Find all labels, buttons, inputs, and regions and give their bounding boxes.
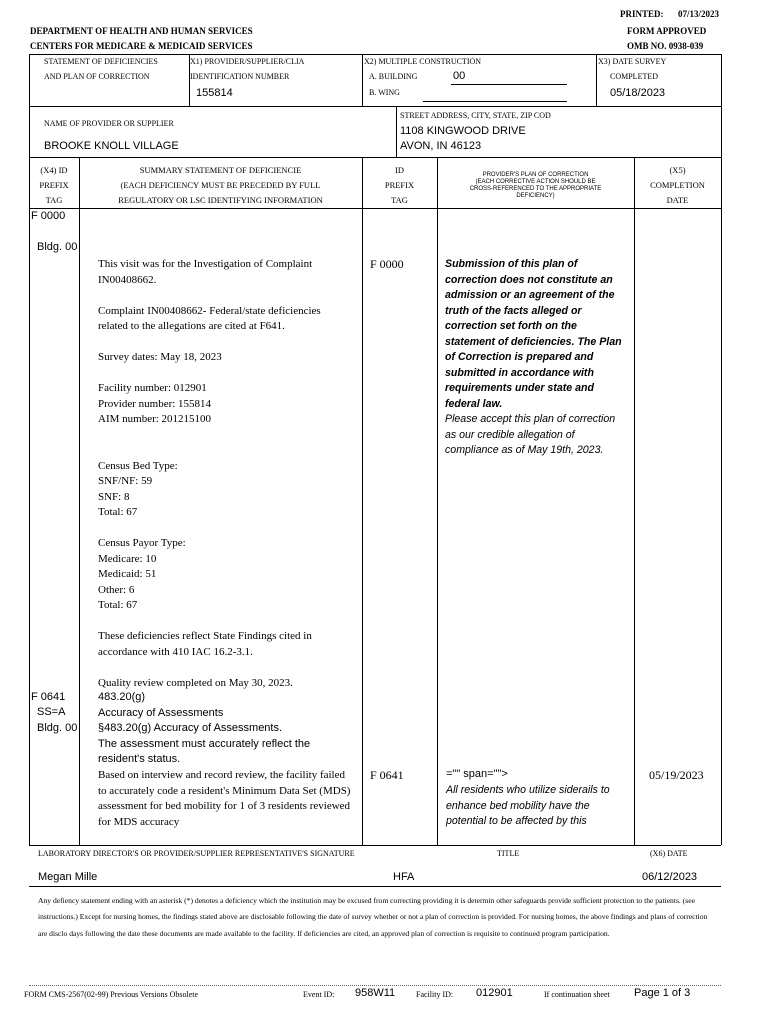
signature-label: LABORATORY DIRECTOR'S OR PROVIDER/SUPPLIER REPRESENTATIVE'S SIGNATURE <box>38 849 355 858</box>
footer-divider <box>29 985 721 986</box>
f0000-bldg: Bldg. 00 <box>37 241 78 253</box>
f0641-id-tag: F 0641 <box>370 768 404 782</box>
omb-number: OMB NO. 0938-039 <box>627 41 704 51</box>
f0641-plan-span: ="" span=""> <box>446 768 508 780</box>
x1-label-1: X1) PROVIDER/SUPPLIER/CLIA <box>190 57 305 66</box>
building-value: 00 <box>453 70 466 82</box>
col-summary-header: SUMMARY STATEMENT OF DEFICIENCIE (EACH DEFICIENCY MUST BE PRECEDED BY FULL REGULATORY OR LSC IDENTIFYING INFORMATION <box>118 165 323 205</box>
f0000-id-tag: F 0000 <box>370 257 404 271</box>
x1-label-2: IDENTIFICATION NUMBER <box>190 72 290 81</box>
x3-label-1: X3) DATE SURVEY <box>598 57 667 66</box>
f0641-ss: SS=A <box>37 706 66 718</box>
facility-id-value: 012901 <box>476 987 513 999</box>
x2-label: X2) MULTIPLE CONSTRUCTION <box>364 57 482 66</box>
summary-para: Total: 67 <box>98 506 138 518</box>
summary-para: Survey dates: May 18, 2023 <box>98 351 222 363</box>
plan-allegation: Please accept this plan of correction as our credible allegation of compliance as of May 19th, 2023. <box>445 413 616 456</box>
summary-para: SNF: 8 <box>98 490 130 503</box>
col-x4-header: (X4) ID PREFIX TAG <box>39 165 69 205</box>
f0000-tag: F 0000 <box>31 210 66 222</box>
col-id-header: ID PREFIX TAG <box>384 165 415 205</box>
f0641-reg: 483.20(g) <box>98 691 146 703</box>
f0641-section: §483.20(g) Accuracy of Assessments. <box>98 722 283 734</box>
sig-date-label: (X6) DATE <box>650 849 688 858</box>
provider-name-label: NAME OF PROVIDER OR SUPPLIER <box>44 119 174 128</box>
continuation-label: If continuation sheet <box>544 990 610 999</box>
event-id-label: Event ID: <box>303 990 335 999</box>
address-label: STREET ADDRESS, CITY, STATE, ZIP COD <box>400 111 551 120</box>
form-approved: FORM APPROVED <box>627 26 707 36</box>
summary-para: Other: 6 <box>98 583 135 596</box>
f0000-summary <box>98 257 348 691</box>
f0641-finding: Based on interview and record review, the facility failed to accurately code a resident's Minimum Data Set (MDS) assessment for bed mobility for 1 of 3 residents reviewed for MDS accuracy <box>98 769 351 828</box>
survey-date-value: 05/18/2023 <box>610 87 666 99</box>
statement-label-1: STATEMENT OF DEFICIENCIES <box>44 57 158 66</box>
summary-para: Facility number: 012901 <box>98 382 207 394</box>
f0641-plan-text: All residents who utilize siderails to enhance bed mobility have the potential to be affected by this <box>446 784 610 827</box>
summary-para: These deficiencies reflect State Findings cited in accordance with 410 IAC 16.2-3.1. <box>98 630 312 658</box>
col-x5-header: (X5) COMPLETION DATE <box>650 165 705 205</box>
summary-para: Total: 67 <box>98 599 138 611</box>
f0000-plan <box>445 257 628 459</box>
dept-title: DEPARTMENT OF HEALTH AND HUMAN SERVICES <box>30 26 253 36</box>
plan-disclaimer: Submission of this plan of correction does not constitute an admission or an agreement of the truth of the facts alleged or correction set forth on the statement of deficiencies. The Plan of Correction is prepared and submitted in accordance with requirements under state and federal law. <box>445 258 622 410</box>
x3-label-2: COMPLETED <box>610 72 658 81</box>
signature-name: Megan Mille <box>38 871 98 883</box>
statement-label-2: AND PLAN OF CORRECTION <box>44 72 150 81</box>
provider-name-value: BROOKE KNOLL VILLAGE <box>44 140 179 152</box>
f0641-tag: F 0641 <box>31 691 66 703</box>
printed-date: 07/13/2023 <box>678 9 720 19</box>
summary-para: Medicare: 10 <box>98 552 157 565</box>
centers-title: CENTERS FOR MEDICARE & MEDICAID SERVICES <box>30 41 253 51</box>
summary-para: Census Bed Type: <box>98 459 178 472</box>
address-line-1: 1108 KINGWOOD DRIVE <box>400 125 526 137</box>
signature-title: HFA <box>393 871 415 883</box>
f0641-bldg: Bldg. 00 <box>37 722 78 734</box>
f0641-requirement: The assessment must accurately reflect the resident's status. <box>98 737 311 765</box>
summary-para: AIM number: 201215100 <box>98 413 212 425</box>
summary-para: Quality review completed on May 30, 2023. <box>98 676 293 689</box>
f0641-header-text <box>98 690 353 768</box>
summary-para: Provider number: 155814 <box>98 397 212 410</box>
provider-id-value: 155814 <box>196 87 233 99</box>
col-plan-header: PROVIDER'S PLAN OF CORRECTION (EACH CORRECTIVE ACTION SHOULD BE CROSS-REFERENCED TO THE APPROPRIATE DEFICIENCY) <box>469 172 602 199</box>
building-label: A. BUILDING <box>369 72 418 81</box>
summary-para: SNF/NF: 59 <box>98 475 153 487</box>
page-number: Page 1 of 3 <box>634 987 691 999</box>
event-id-value: 958W11 <box>355 987 396 999</box>
printed-label: PRINTED: <box>620 9 664 19</box>
summary-para: Census Payor Type: <box>98 537 186 549</box>
f0641-title: Accuracy of Assessments <box>98 706 224 719</box>
summary-para: This visit was for the Investigation of Complaint IN00408662. <box>98 258 313 286</box>
facility-id-label: Facility ID: <box>416 990 454 999</box>
f0641-completion-date: 05/19/2023 <box>649 768 704 782</box>
wing-label: B. WING <box>369 88 400 97</box>
title-label: TITLE <box>497 849 520 858</box>
summary-para: Medicaid: 51 <box>98 568 157 580</box>
summary-para: Complaint IN00408662- Federal/state deficiencies related to the allegations are cited at F641. <box>98 304 321 332</box>
footnote: Any defiency statement ending with an asterisk (*) denotes a deficiency which the institution may be excused from correcting providing it is determin other safeguards provide sufficient protection to the patients. (see instructions.) Except for nursing homes, the findings stated above are disclosable following the date of survey whether or not a plan of correction is provided. For nursing homes, the above findings and plans of correction are disclo days following the date these documents are made available to the facility. If deficiencies are cited, an approved plan of correction is requisite to continued program participation. <box>38 896 708 938</box>
form-number: FORM CMS-2567(02-99) Previous Versions Obsolete <box>24 990 199 999</box>
address-line-2: AVON, IN 46123 <box>400 140 482 152</box>
signature-divider <box>29 886 721 887</box>
signature-date: 06/12/2023 <box>642 871 698 883</box>
